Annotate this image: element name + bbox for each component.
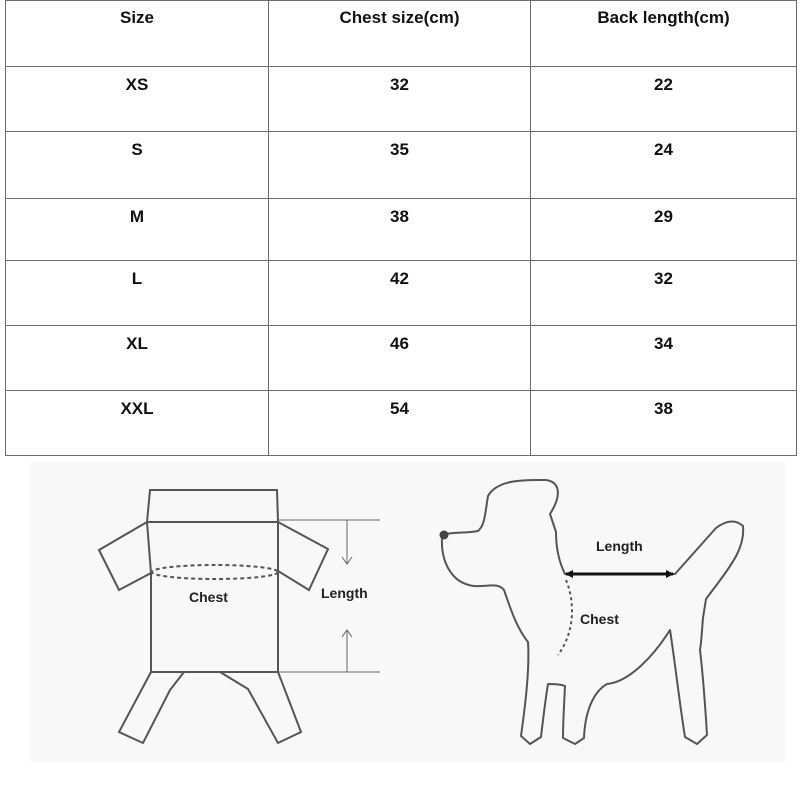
garment-chest-line xyxy=(152,565,278,579)
garment-left-leg xyxy=(119,672,184,743)
dog-nose xyxy=(440,531,449,540)
header-back-length: Back length(cm) xyxy=(531,1,797,67)
measurement-diagram xyxy=(30,462,785,762)
table-row xyxy=(6,326,797,391)
cell-chest: 42 xyxy=(269,261,531,326)
table-row xyxy=(6,199,797,261)
cell-back-length: 34 xyxy=(531,326,797,391)
cell-chest: 32 xyxy=(269,67,531,132)
cell-size: XXL xyxy=(6,391,269,456)
garment-left-sleeve xyxy=(99,522,151,590)
cell-chest: 46 xyxy=(269,326,531,391)
dog-chest-curve xyxy=(558,580,572,655)
cell-back-length: 22 xyxy=(531,67,797,132)
cell-chest: 38 xyxy=(269,199,531,261)
cell-chest: 54 xyxy=(269,391,531,456)
cell-size: M xyxy=(6,199,269,261)
cell-back-length: 29 xyxy=(531,199,797,261)
garment-length-label: Length xyxy=(321,585,368,601)
cell-chest: 35 xyxy=(269,132,531,199)
cell-back-length: 24 xyxy=(531,132,797,199)
garment-chest-label: Chest xyxy=(189,589,228,605)
garment-right-sleeve xyxy=(278,522,328,590)
header-size: Size xyxy=(6,1,269,67)
header-chest-size: Chest size(cm) xyxy=(269,1,531,67)
garment-outline xyxy=(99,490,328,743)
table-row xyxy=(6,132,797,199)
cell-back-length: 32 xyxy=(531,261,797,326)
dog-length-label: Length xyxy=(596,538,643,554)
cell-size: L xyxy=(6,261,269,326)
cell-size: S xyxy=(6,132,269,199)
dog-chest-label: Chest xyxy=(580,611,619,627)
measurement-diagram-panel xyxy=(30,462,785,762)
table-header-row xyxy=(6,1,797,67)
table-row xyxy=(6,261,797,326)
cell-size: XS xyxy=(6,67,269,132)
garment-body xyxy=(151,571,278,672)
cell-back-length: 38 xyxy=(531,391,797,456)
table-row xyxy=(6,67,797,132)
garment-collar xyxy=(147,490,278,522)
cell-size: XL xyxy=(6,326,269,391)
table-row xyxy=(6,391,797,456)
size-chart-table xyxy=(5,0,797,456)
garment-right-leg xyxy=(220,672,301,743)
